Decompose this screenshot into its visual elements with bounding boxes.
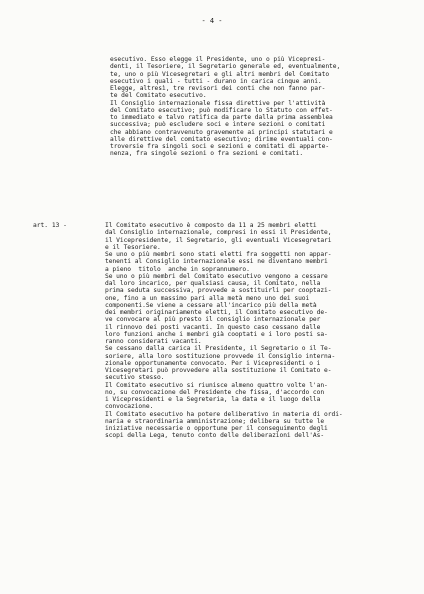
text-line: troversie fra singoli soci e sezioni e comitati di apparte- bbox=[110, 143, 330, 150]
text-line: te del Comitato esecutivo. bbox=[110, 92, 207, 100]
page-number: - 4 - bbox=[201, 17, 223, 25]
text-line: il Vicepresidente, il Segretario, gli eventuali Vicesegretari bbox=[105, 236, 332, 244]
text-line: Se uno o più membri del Comitato esecutivo vengono a cessare bbox=[105, 272, 328, 280]
text-line: one, fino a un massimo pari alla metà meno uno dei suoi bbox=[105, 294, 310, 302]
text-line: zionale opportunamente convocato. Per i Vicepresidenti o i bbox=[105, 359, 321, 367]
text-line: successiva; può escludere soci e intere sezioni o comitati bbox=[110, 121, 326, 129]
text-line: to immediato e talvo ratifica da parte dalla prima assemblea bbox=[110, 114, 333, 121]
text-line: scopi della Lega, tenuto conto delle deliberazioni dell'As- bbox=[105, 432, 325, 440]
text-line: soriere, alla loro sostituzione provvede il Consiglio interna- bbox=[105, 352, 336, 360]
text-line: dal loro incarico, per qualsiasi causa, il Comitato, nella bbox=[105, 280, 321, 287]
text-line: dei membri originariamente eletti, il Comitato esecutivo de- bbox=[105, 309, 328, 316]
text-line: prima seduta successiva, provvede a sostituirli per cooptazi- bbox=[105, 287, 332, 295]
text-line: Se uno o più membri sono stati eletti fra soggetti non appar- bbox=[105, 251, 332, 258]
text-line: Il Comitato esecutivo si riunisce almeno quattro volte l'an- bbox=[105, 381, 328, 389]
text-line: tenenti al Consiglio internazionale essi ne diventano membri bbox=[105, 258, 328, 266]
text-line: Il Comitato esecutivo è composto da 11 a 25 membri eletti bbox=[105, 222, 317, 229]
text-line: iniziative necessarie o opportune per il conseguimento degli bbox=[105, 425, 328, 432]
text-line: dal Consiglio internazionale, compresi in essi il Presidente, bbox=[105, 229, 332, 237]
text-line: Vicesegretari può provvedere alla sostituzione il Comitato e- bbox=[105, 367, 332, 374]
text-line: ve convocare al più presto il consiglio internazionale per bbox=[105, 316, 321, 324]
text-line: che abbiano contravvenuto gravemente ai principi statutari e bbox=[110, 128, 333, 136]
text-line: del Comitato esecutivo; può modificare lo Statuto con effet- bbox=[110, 106, 333, 114]
text-line: naria e straordinaria amministrazione; delibera su tutte le bbox=[105, 417, 325, 425]
text-line: esecutivo i quali - tutti - durano in carica cinque anni. bbox=[110, 77, 322, 85]
text-line: esecutivo. Esso elegge il Presidente, uno o più Vicepresi- bbox=[110, 56, 326, 63]
text-line: denti, il Tesoriere, il Segretario generale ed, eventualmente, bbox=[110, 63, 341, 71]
text-line: ranno considerati vacanti. bbox=[105, 338, 202, 345]
text-line: Il Comitato esecutivo ha potere deliberativo in materia di ordi- bbox=[105, 410, 343, 418]
article-13-body bbox=[105, 222, 343, 440]
text-line: Se cessano dalla carica il Presidente, il Segretario o il Te- bbox=[105, 345, 332, 353]
text-line: componenti.Se viene a cessare all'incarico più della metà bbox=[105, 301, 317, 309]
text-line: i Vicepresidenti e la Segreteria, la data e il luogo della bbox=[105, 396, 321, 403]
text-line: secutivo stesso. bbox=[105, 374, 165, 382]
text-line: a pieno titolo anche in soprannumero. bbox=[105, 265, 250, 273]
text-line: e il Tesoriere. bbox=[105, 243, 161, 251]
text-line: convocazione. bbox=[105, 403, 154, 411]
text-line: te, uno o più Vicesegretari e gli altri membri del Comitato bbox=[110, 70, 330, 78]
text-line: il rinnovo dei posti vacanti. In questo caso cessano dalle bbox=[105, 323, 321, 331]
council-paragraph bbox=[110, 56, 340, 158]
text-line: nenza, fra singole sezioni o fra sezioni e comitati. bbox=[110, 150, 304, 158]
text-line: loro funzioni anche i membri già cooptati e i loro posti sa- bbox=[105, 330, 328, 338]
article-label: art. 13 - bbox=[33, 222, 67, 229]
text-line: alle direttive del comitato esecutivo; dirime eventuali con- bbox=[110, 135, 333, 143]
text-line: Elegge, altresì, tre revisori dei conti che non fanno par- bbox=[110, 85, 326, 92]
text-line: Il Consiglio internazionale fissa direttive per l'attività bbox=[110, 99, 326, 107]
text-line: no, su convocazione del Presidente che fissa, d'accordo con bbox=[105, 388, 325, 396]
